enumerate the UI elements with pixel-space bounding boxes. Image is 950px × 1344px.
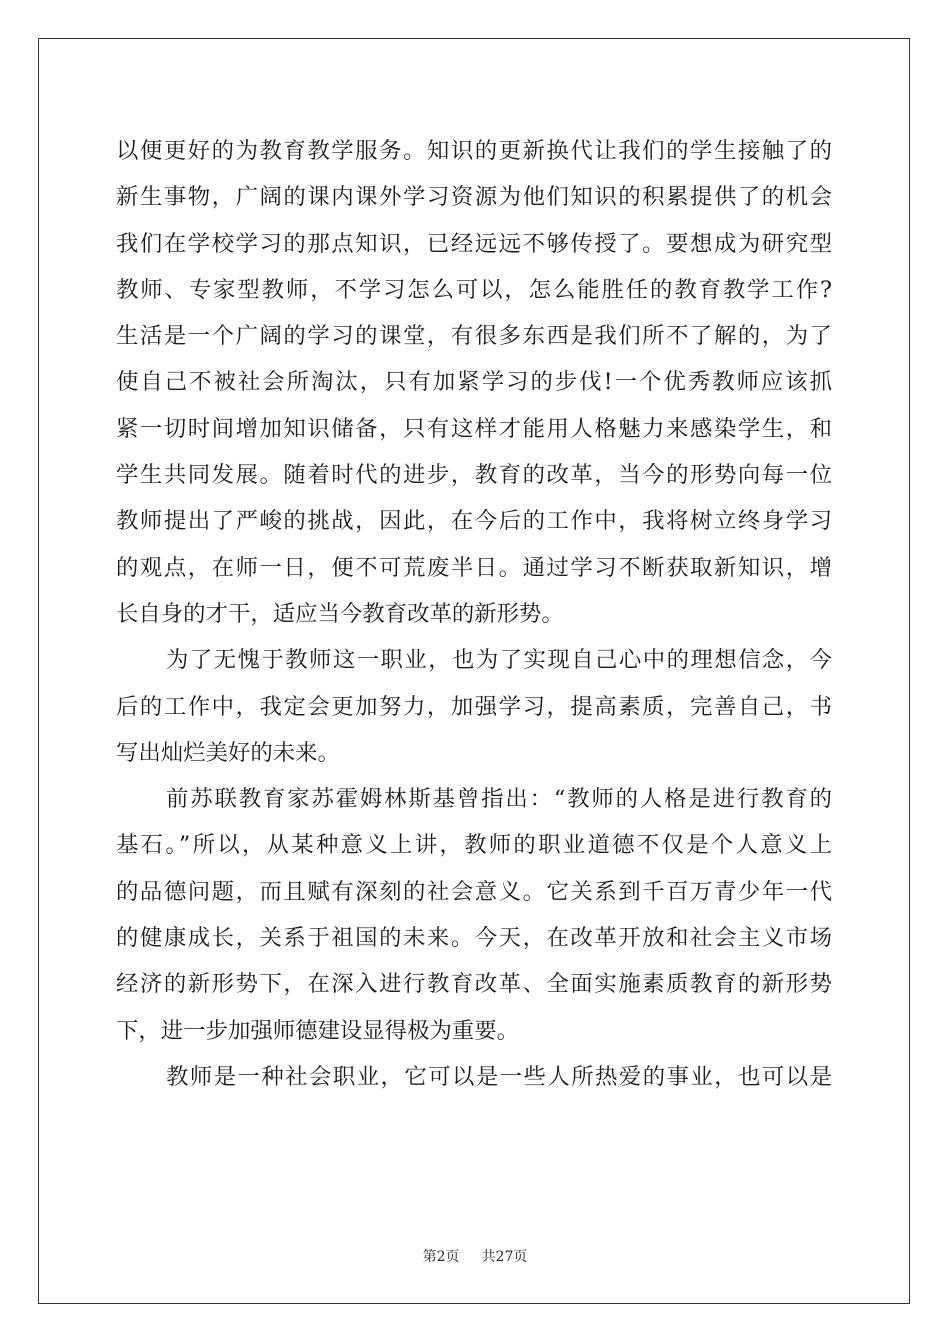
text-line: 使自己不被社会所淘汰，只有加紧学习的步伐!一个优秀教师应该抓 [116, 369, 832, 396]
page-total: 共27页 [481, 1249, 528, 1265]
paragraph-3 [116, 776, 832, 1054]
paragraph-4 [116, 1054, 832, 1100]
text-line: 前苏联教育家苏霍姆林斯基曾指出：“教师的人格是进行教育的 [166, 786, 832, 813]
text-line: 经济的新形势下，在深入进行教育改革、全面实施素质教育的新形势 [116, 971, 832, 998]
text-line: 教师、专家型教师，不学习怎么可以，怎么能胜任的教育教学工作? [116, 276, 832, 303]
page-number: 第2页 [422, 1249, 460, 1265]
text-line: 长自身的才干，适应当今教育改革的新形势。 [116, 600, 564, 627]
text-line: 学生共同发展。随着时代的进步，教育的改革，当今的形势向每一位 [116, 462, 832, 489]
text-line: 紧一切时间增加知识储备，只有这样才能用人格魅力来感染学生，和 [116, 415, 832, 442]
text-line: 生活是一个广阔的学习的课堂，有很多东西是我们所不了解的，为了 [116, 323, 832, 350]
text-line: 为了无愧于教师这一职业，也为了实现自己心中的理想信念，今 [166, 647, 832, 674]
text-line: 教师是一种社会职业，它可以是一些人所热爱的事业，也可以是 [166, 1063, 832, 1090]
text-line: 的健康成长，关系于祖国的未来。今天，在改革开放和社会主义市场 [116, 925, 832, 952]
page-footer [0, 1246, 950, 1266]
text-line: 新生事物，广阔的课内课外学习资源为他们知识的积累提供了的机会 [116, 184, 832, 211]
paragraph-1 [116, 128, 832, 637]
text-line: 后的工作中，我定会更加努力，加强学习，提高素质，完善自己，书 [116, 693, 832, 720]
text-line: 的观点，在师一日，便不可荒废半日。通过学习不断获取新知识，增 [116, 554, 832, 581]
text-line: 教师提出了严峻的挑战，因此，在今后的工作中，我将树立终身学习 [116, 508, 832, 535]
text-line: 基石。”所以，从某种意义上讲，教师的职业道德不仅是个人意义上 [116, 832, 832, 859]
paragraph-2 [116, 637, 832, 776]
text-line: 以便更好的为教育教学服务。知识的更新换代让我们的学生接触了的 [116, 138, 832, 164]
document-body [116, 128, 832, 1100]
text-line: 我们在学校学习的那点知识，已经远远不够传授了。要想成为研究型 [116, 230, 832, 257]
text-line: 写出灿烂美好的未来。 [116, 739, 340, 766]
text-line: 下，进一步加强师德建设显得极为重要。 [116, 1017, 520, 1044]
text-line: 的品德问题，而且赋有深刻的社会意义。它关系到千百万青少年一代 [116, 878, 832, 905]
